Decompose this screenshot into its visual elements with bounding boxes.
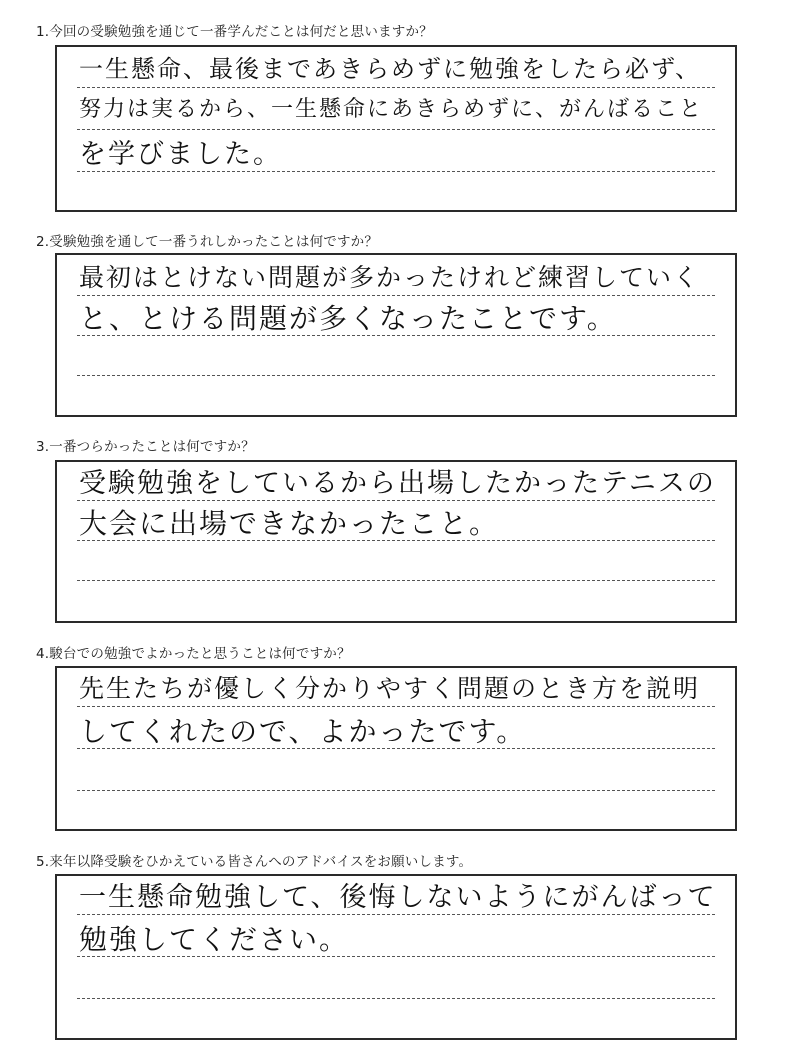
answer-line: [77, 998, 715, 999]
answer-line: [77, 748, 715, 749]
answer-box-2: [55, 253, 737, 417]
answer-line: [77, 914, 715, 915]
answer-line: [77, 540, 715, 541]
handwritten-answer-line-1: 受験勉強をしているから出場したかったテニスの: [79, 468, 716, 499]
answer-line: [77, 171, 715, 172]
answer-line: [77, 956, 715, 957]
answer-line: [77, 129, 715, 130]
answer-box-3: [55, 460, 737, 623]
handwritten-answer-line-2: 努力は実るから、一生懸命にあきらめずに、がんばること: [79, 97, 704, 122]
answer-line: [77, 335, 715, 336]
answer-box-4: [55, 666, 737, 831]
answer-line: [77, 706, 715, 707]
handwritten-answer-line-1: 先生たちが優しく分かりやすく問題のとき方を説明: [79, 674, 701, 703]
question-label-1: 1.今回の受験勉強を通じて一番学んだことは何だと思いますか？: [36, 24, 433, 40]
answer-line: [77, 790, 715, 791]
answer-box-1: [55, 45, 737, 212]
handwritten-answer-line-2: してくれたので、よかったです。: [79, 715, 527, 748]
question-label-2: 2.受験勉強を通して一番うれしかったことは何ですか？: [36, 234, 379, 250]
answer-box-5: [55, 874, 737, 1040]
answer-line: [77, 87, 715, 88]
handwritten-answer-line-1: 一生懸命、最後まであきらめずに勉強をしたら必ず、: [79, 55, 702, 83]
answer-line: [77, 500, 715, 501]
handwritten-answer-line-1: 最初はとけない問題が多かったけれど練習していく: [79, 263, 701, 292]
answer-line: [77, 295, 715, 296]
handwritten-answer-line-1: 一生懸命勉強して、後悔しないようにがんばって: [79, 882, 717, 913]
question-label-5: 5.来年以降受験をひかえている皆さんへのアドバイスをお願いします。: [36, 854, 473, 870]
answer-line: [77, 375, 715, 376]
handwritten-answer-line-2: と、とける問題が多くなったことです。: [79, 302, 617, 335]
handwritten-answer-line-2: 勉強してください。: [79, 923, 350, 956]
answer-line: [77, 580, 715, 581]
question-label-4: 4.駿台での勉強でよかったと思うことは何ですか？: [36, 646, 351, 662]
question-label-3: 3.一番つらかったことは何ですか？: [36, 439, 255, 455]
handwritten-answer-line-3: を学びました。: [79, 139, 282, 170]
handwritten-answer-line-2: 大会に出場できなかったこと。: [79, 507, 500, 540]
